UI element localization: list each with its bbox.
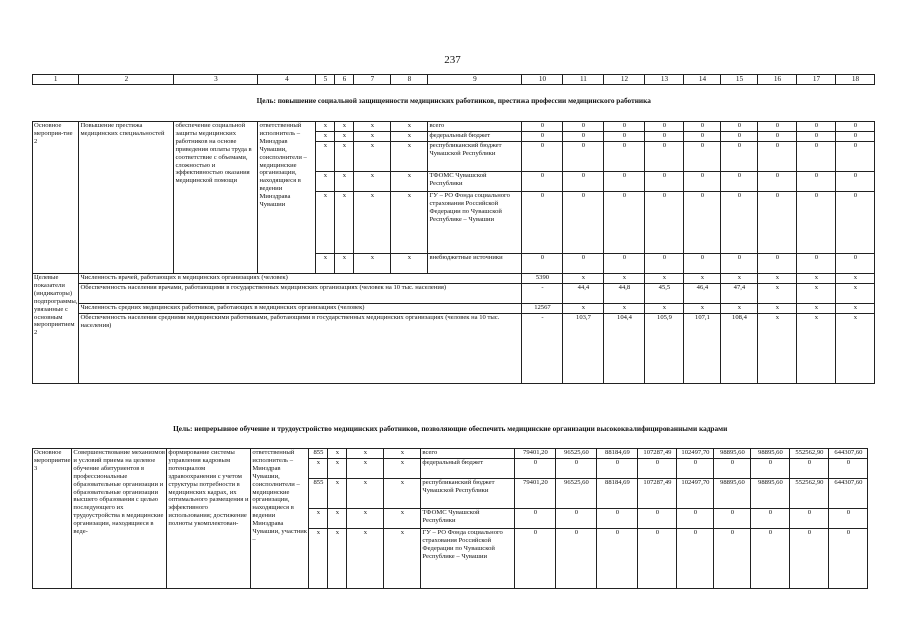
budget-code-c8: х	[391, 142, 428, 172]
funding-value: 0	[790, 529, 829, 589]
column-number: 14	[684, 75, 721, 85]
budget-code-c8: х	[391, 192, 428, 254]
funding-value: 0	[604, 132, 645, 142]
funding-value: 0	[758, 142, 797, 172]
budget-code-c6: х	[335, 172, 354, 192]
column-number: 8	[391, 75, 428, 85]
funding-value: 107287,49	[638, 449, 677, 459]
funding-source: федеральный бюджет	[421, 459, 515, 479]
funding-value: 644307,60	[829, 479, 868, 509]
funding-value: 0	[721, 192, 758, 254]
program-table-part-1	[32, 74, 875, 384]
column-number: 9	[428, 75, 522, 85]
program-table-part-2	[32, 423, 868, 589]
budget-code-c5: х	[309, 509, 328, 529]
budget-code-c7: х	[354, 142, 391, 172]
funding-value: 0	[684, 132, 721, 142]
budget-code-c8: х	[384, 479, 421, 509]
funding-value: 0	[522, 254, 563, 274]
column-number: 18	[836, 75, 875, 85]
funding-value: 0	[684, 172, 721, 192]
indicator-value: х	[836, 314, 875, 384]
indicator-value: 47,4	[721, 284, 758, 304]
funding-value: 102497,70	[677, 479, 714, 509]
indicator-value: х	[758, 314, 797, 384]
column-number: 15	[721, 75, 758, 85]
budget-code-c7: х	[354, 254, 391, 274]
funding-value: 0	[638, 509, 677, 529]
column-number: 10	[522, 75, 563, 85]
indicator-value: 107,1	[684, 314, 721, 384]
column-number: 13	[645, 75, 684, 85]
funding-value: 0	[797, 142, 836, 172]
funding-source: федеральный бюджет	[428, 132, 522, 142]
budget-code-c7: х	[347, 449, 384, 459]
section-1-body	[33, 122, 875, 274]
indicator-value: 104,4	[604, 314, 645, 384]
budget-code-c7: х	[347, 459, 384, 479]
funding-value: 0	[721, 132, 758, 142]
funding-value: 0	[515, 529, 556, 589]
budget-code-c6: х	[335, 254, 354, 274]
column-number: 1	[33, 75, 79, 85]
funding-value: 0	[751, 459, 790, 479]
funding-value: 0	[604, 172, 645, 192]
funding-value: 88184,69	[597, 449, 638, 459]
funding-value: 0	[758, 122, 797, 132]
activity-description: формирование системы управления кадровым потенциалом здравоохранения с учетом структуры потребности в медицинских кадрах, их оптимального размещения и эффективного использования; достижение полноты укомплектован-	[167, 449, 251, 589]
funding-value: 98895,60	[751, 479, 790, 509]
funding-value: 0	[797, 172, 836, 192]
funding-value: 0	[797, 254, 836, 274]
funding-source: ТФОМС Чувашской Республики	[428, 172, 522, 192]
indicator-value: х	[563, 304, 604, 314]
activity-label: Основное мероприя-тие 2	[33, 122, 79, 274]
funding-value: 0	[836, 254, 875, 274]
indicator-value: х	[836, 274, 875, 284]
column-number: 11	[563, 75, 604, 85]
funding-value: 79401,20	[515, 449, 556, 459]
budget-code-c5: х	[316, 132, 335, 142]
funding-value: 0	[645, 122, 684, 132]
section-2-body	[33, 449, 868, 589]
budget-code-c5: 855	[309, 479, 328, 509]
funding-value: 0	[563, 142, 604, 172]
funding-row	[33, 449, 868, 459]
budget-code-c8: х	[391, 132, 428, 142]
funding-value: 0	[563, 132, 604, 142]
indicator-value: х	[836, 304, 875, 314]
indicator-value: 44,4	[563, 284, 604, 304]
indicator-row	[33, 274, 875, 284]
activity-name: Совершенствование механизмов и условий приема на целевое обучение абитуриентов в профессиональные образовательные организации и образовательные организации высшего образования с целью последующего их трудоустройства в медицинские организации, находящиеся в веде-	[72, 449, 167, 589]
funding-row	[33, 122, 875, 132]
funding-value: 0	[556, 509, 597, 529]
budget-code-c6: х	[328, 529, 347, 589]
budget-code-c8: х	[391, 172, 428, 192]
indicator-value: х	[758, 284, 797, 304]
funding-value: 0	[604, 192, 645, 254]
column-header-row	[33, 75, 875, 85]
funding-value: 0	[522, 132, 563, 142]
budget-code-c8: х	[391, 122, 428, 132]
funding-value: 98895,60	[714, 479, 751, 509]
budget-code-c6: х	[335, 192, 354, 254]
budget-code-c8: х	[384, 529, 421, 589]
budget-code-c6: х	[335, 122, 354, 132]
funding-value: 79401,20	[515, 479, 556, 509]
funding-value: 0	[597, 459, 638, 479]
indicator-name: Численность средних медицинских работников, работающих в медицинских организациях (человек)	[79, 304, 522, 314]
indicator-name: Обеспеченность населения врачами, работающими в государственных медицинских организациях (человек на 10 тыс. населения)	[79, 284, 522, 304]
column-number: 16	[758, 75, 797, 85]
goal-2-row	[33, 423, 868, 449]
indicator-row	[33, 284, 875, 304]
indicator-value: -	[522, 284, 563, 304]
indicator-value: х	[758, 274, 797, 284]
budget-code-c5: 855	[309, 449, 328, 459]
funding-value: 96525,60	[556, 479, 597, 509]
indicator-value: х	[797, 304, 836, 314]
funding-value: 0	[758, 132, 797, 142]
budget-code-c7: х	[354, 192, 391, 254]
goal-1-row	[33, 85, 875, 122]
goal-1-title: Цель: повышение социальной защищенности медицинских работников, престижа профессии медицинского работника	[256, 96, 651, 106]
indicator-value: 105,9	[645, 314, 684, 384]
column-number: 4	[258, 75, 316, 85]
funding-value: 0	[522, 122, 563, 132]
budget-code-c8: х	[384, 459, 421, 479]
funding-value: 0	[836, 122, 875, 132]
indicator-value: х	[797, 274, 836, 284]
activity-label: Основное мероприятие 3	[33, 449, 72, 589]
section-1-indicators	[33, 274, 875, 384]
indicator-row	[33, 314, 875, 384]
funding-value: 0	[638, 459, 677, 479]
funding-value: 0	[515, 459, 556, 479]
budget-code-c5: х	[316, 254, 335, 274]
budget-code-c6: х	[335, 142, 354, 172]
funding-value: 0	[604, 254, 645, 274]
funding-value: 0	[751, 509, 790, 529]
funding-value: 0	[829, 459, 868, 479]
budget-code-c6: х	[328, 479, 347, 509]
column-number: 2	[79, 75, 174, 85]
funding-value: 0	[645, 192, 684, 254]
indicator-value: 103,7	[563, 314, 604, 384]
budget-code-c8: х	[391, 254, 428, 274]
funding-source: республиканский бюджет Чувашской Республики	[428, 142, 522, 172]
funding-value: 0	[797, 192, 836, 254]
indicator-value: 108,4	[721, 314, 758, 384]
funding-value: 0	[836, 132, 875, 142]
funding-source: всего	[421, 449, 515, 459]
funding-value: 102497,70	[677, 449, 714, 459]
funding-value: 0	[714, 509, 751, 529]
funding-value: 0	[684, 142, 721, 172]
funding-value: 0	[645, 172, 684, 192]
funding-value: 0	[758, 192, 797, 254]
budget-code-c7: х	[347, 529, 384, 589]
funding-value: 0	[677, 509, 714, 529]
page-number: 237	[444, 54, 461, 66]
budget-code-c7: х	[347, 479, 384, 509]
budget-code-c6: х	[328, 459, 347, 479]
indicator-value: 46,4	[684, 284, 721, 304]
funding-value: 0	[714, 529, 751, 589]
funding-value: 0	[522, 142, 563, 172]
funding-value: 0	[836, 192, 875, 254]
funding-value: 0	[556, 459, 597, 479]
funding-value: 0	[684, 254, 721, 274]
indicator-value: -	[522, 314, 563, 384]
funding-value: 0	[645, 254, 684, 274]
column-number: 7	[354, 75, 391, 85]
indicator-name: Численность врачей, работающих в медицинских организациях (человек)	[79, 274, 522, 284]
funding-value: 0	[597, 529, 638, 589]
budget-code-c5: х	[316, 172, 335, 192]
indicator-value: х	[604, 274, 645, 284]
funding-value: 0	[563, 122, 604, 132]
funding-value: 552562,90	[790, 449, 829, 459]
funding-value: 107287,49	[638, 479, 677, 509]
funding-value: 0	[604, 142, 645, 172]
indicator-value: х	[645, 274, 684, 284]
column-number: 6	[335, 75, 354, 85]
indicator-value: х	[645, 304, 684, 314]
funding-value: 98895,60	[714, 449, 751, 459]
funding-value: 644307,60	[829, 449, 868, 459]
funding-value: 96525,60	[556, 449, 597, 459]
funding-value: 0	[563, 192, 604, 254]
goal-2-title: Цель: непрерывное обучение и трудоустройство медицинских работников, позволяющие обеспечить медицинские организации высококвалифицированными кадрами	[173, 424, 728, 434]
budget-code-c5: х	[316, 122, 335, 132]
funding-value: 0	[684, 122, 721, 132]
funding-value: 0	[721, 172, 758, 192]
funding-value: 0	[714, 459, 751, 479]
activity-executor: ответственный исполнитель – Минздрав Чувашии, соисполнители – медицинские организации, находящиеся в ведении Минздрава Чувашии, участник –	[251, 449, 309, 589]
funding-value: 0	[721, 122, 758, 132]
indicator-name: Обеспеченность населения средними медицинскими работниками, работающими в государственных медицинских организациях (человек на 10 тыс. населения)	[79, 314, 522, 384]
budget-code-c7: х	[354, 122, 391, 132]
funding-value: 0	[751, 529, 790, 589]
column-number: 17	[797, 75, 836, 85]
indicators-label: Целевые показатели (индикаторы) подпрограммы, увязанные с основным мероприятием 2	[33, 274, 79, 384]
indicator-value: х	[758, 304, 797, 314]
budget-code-c8: х	[384, 449, 421, 459]
funding-value: 0	[604, 122, 645, 132]
funding-value: 0	[797, 132, 836, 142]
funding-value: 0	[645, 132, 684, 142]
indicator-value: х	[797, 314, 836, 384]
indicator-value: х	[721, 274, 758, 284]
budget-code-c5: х	[309, 459, 328, 479]
indicator-value: х	[797, 284, 836, 304]
indicator-value: х	[684, 304, 721, 314]
indicator-value: 44,8	[604, 284, 645, 304]
budget-code-c5: х	[309, 529, 328, 589]
funding-source: ГУ – РО Фонда социального страхования Российской Федерации по Чувашской Республике – Чувашии	[428, 192, 522, 254]
funding-value: 0	[522, 192, 563, 254]
indicator-value: 45,5	[645, 284, 684, 304]
funding-value: 0	[684, 192, 721, 254]
funding-source: внебюджетные источники	[428, 254, 522, 274]
funding-value: 0	[829, 509, 868, 529]
indicator-value: х	[836, 284, 875, 304]
activity-executor: ответственный исполнитель – Минздрав Чувашии, соисполнители – медицинские организации, находящиеся в ведении Минздрава Чувашии	[258, 122, 316, 274]
funding-value: 552562,90	[790, 479, 829, 509]
funding-source: республиканский бюджет Чувашской Республики	[421, 479, 515, 509]
funding-value: 0	[721, 254, 758, 274]
funding-value: 0	[563, 172, 604, 192]
funding-value: 0	[563, 254, 604, 274]
funding-source: ТФОМС Чувашской Республики	[421, 509, 515, 529]
indicator-value: х	[604, 304, 645, 314]
budget-code-c8: х	[384, 509, 421, 529]
indicator-value: х	[563, 274, 604, 284]
funding-value: 0	[515, 509, 556, 529]
funding-value: 0	[758, 172, 797, 192]
indicator-row	[33, 304, 875, 314]
activity-description: обеспечение социальной защиты медицинских работников на основе приведения оплаты труда в соответствие с объемами, сложностью и эффективностью оказания медицинской помощи	[174, 122, 258, 274]
budget-code-c7: х	[354, 132, 391, 142]
funding-value: 0	[836, 142, 875, 172]
funding-source: ГУ – РО Фонда социального страхования Российской Федерации по Чувашской Республике – Чувашии	[421, 529, 515, 589]
funding-value: 0	[677, 459, 714, 479]
column-number: 5	[316, 75, 335, 85]
budget-code-c5: х	[316, 192, 335, 254]
indicator-value: х	[684, 274, 721, 284]
funding-value: 0	[645, 142, 684, 172]
funding-value: 0	[721, 142, 758, 172]
funding-value: 0	[638, 529, 677, 589]
funding-source: всего	[428, 122, 522, 132]
indicator-value: х	[721, 304, 758, 314]
column-number: 12	[604, 75, 645, 85]
funding-value: 0	[790, 459, 829, 479]
funding-value: 0	[597, 509, 638, 529]
funding-value: 0	[677, 529, 714, 589]
funding-value: 0	[836, 172, 875, 192]
funding-value: 0	[790, 509, 829, 529]
budget-code-c6: х	[328, 449, 347, 459]
activity-name: Повышение престижа медицинских специальностей	[79, 122, 174, 274]
funding-value: 0	[758, 254, 797, 274]
indicator-value: 5390	[522, 274, 563, 284]
funding-value: 0	[522, 172, 563, 192]
indicator-value: 12567	[522, 304, 563, 314]
budget-code-c6: х	[335, 132, 354, 142]
column-number: 3	[174, 75, 258, 85]
budget-code-c6: х	[328, 509, 347, 529]
budget-code-c5: х	[316, 142, 335, 172]
funding-value: 0	[829, 529, 868, 589]
funding-value: 0	[556, 529, 597, 589]
funding-value: 0	[797, 122, 836, 132]
funding-value: 88184,69	[597, 479, 638, 509]
budget-code-c7: х	[347, 509, 384, 529]
budget-code-c7: х	[354, 172, 391, 192]
column-numbers	[33, 75, 875, 85]
funding-value: 98895,60	[751, 449, 790, 459]
